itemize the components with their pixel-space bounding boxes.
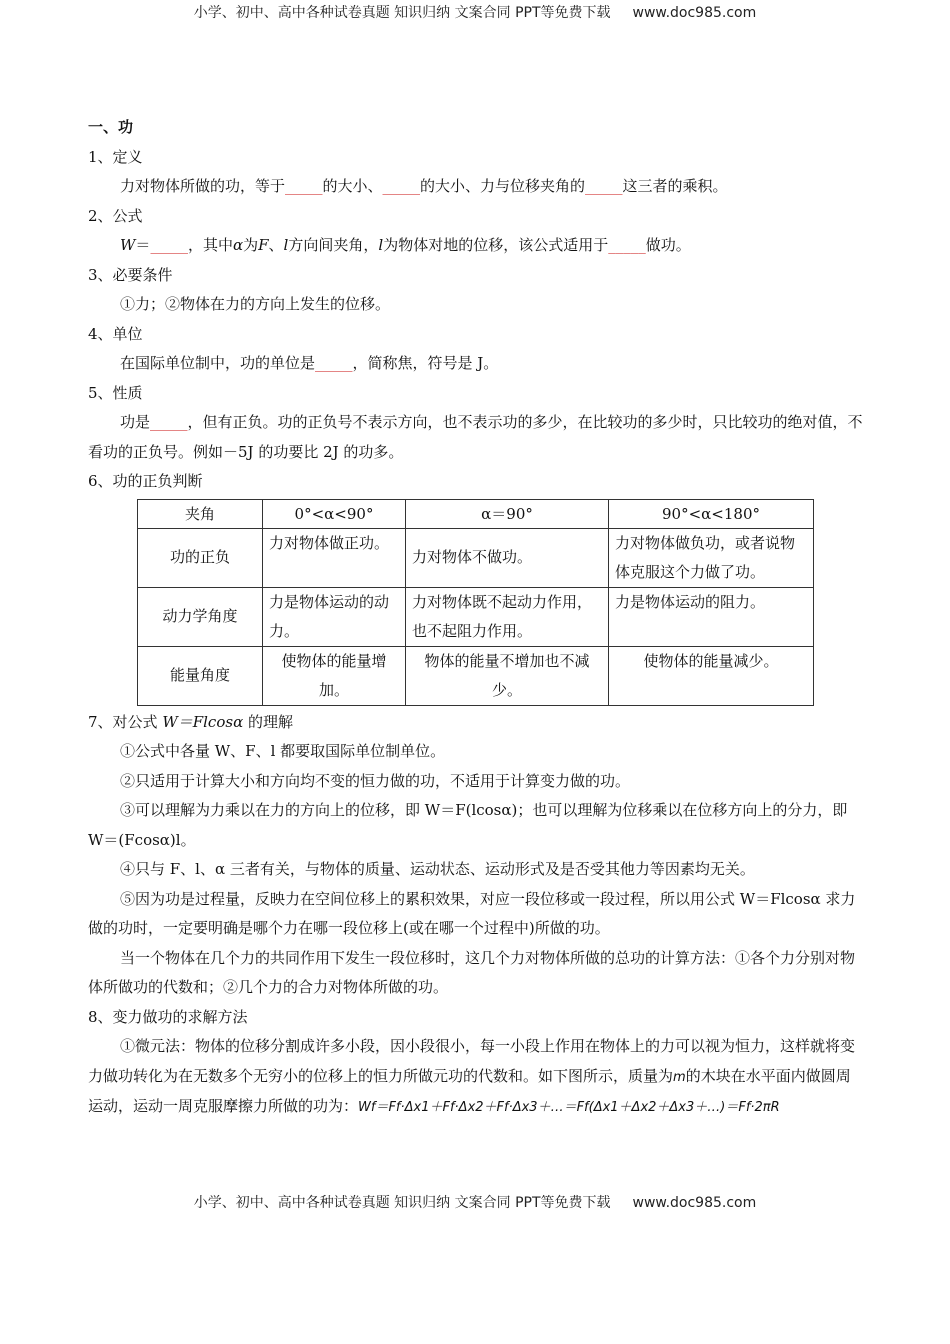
s6-title: 6、功的正负判断 xyxy=(88,472,203,490)
s7-title: 7、对公式 W＝Flcosα 的理解 xyxy=(88,712,293,731)
s7-item-1: ①公式中各量 W、F、l 都要取国际单位制单位。 xyxy=(120,742,446,760)
work-formula: Wf＝Ff·Δx1＋Ff·Δx2＋Ff·Δx3＋…＝Ff(Δx1＋Δx2＋Δx3＋…)＝Ff·2πR xyxy=(358,1100,780,1115)
page-footer xyxy=(0,1192,950,1212)
header-text: 小学、初中、高中各种试卷真题 知识归纳 文案合同 PPT等免费下载 xyxy=(193,5,611,21)
table-cell: 力对物体做正功。 xyxy=(263,528,406,587)
s4-text: 在国际单位制中，功的单位是_____，简称焦，符号是 J。 xyxy=(120,354,499,372)
s8-text: ①微元法：物体的位移分割成许多小段，因小段很小，每一小段上作用在物体上的力可以视为恒力，这样就将变力做功转化为在无数多个无穷小的位移上的恒力所做元功的代数和。如下图所示，质量为m的木块在水平面内做圆周运动，运动一周克服摩擦力所做的功为：Wf＝Ff·Δx1＋Ff·Δx2＋Ff·Δx3＋…＝Ff(Δx1＋Δx2＋Δx3＋…)＝Ff·2πR xyxy=(88,1037,856,1115)
s7-item-3: ③可以理解为力乘以在力的方向上的位移，即 W＝F(lcosα)；也可以理解为位移乘以在位移方向上的分力，即 W＝(Fcosα)l。 xyxy=(88,801,848,849)
table-row xyxy=(138,528,814,587)
table-header-cell: 90°<α<180° xyxy=(609,499,814,528)
s5-title: 5、性质 xyxy=(88,383,143,402)
table-cell: 力对物体不做功。 xyxy=(406,528,609,587)
s1-title: 1、定义 xyxy=(88,147,143,166)
s8-title: 8、变力做功的求解方法 xyxy=(88,1007,248,1026)
table-cell: 使物体的能量增加。 xyxy=(263,646,406,705)
s7-total-work: 当一个物体在几个力的共同作用下发生一段位移时，这几个力对物体所做的总功的计算方法：①各个力分别对物体所做功的代数和；②几个力的合力对物体所做的功。 xyxy=(88,948,856,996)
footer-url[interactable]: www.doc985.com xyxy=(632,1195,757,1211)
document-body xyxy=(88,112,864,1123)
fill-blank: _____ xyxy=(608,236,646,254)
s3-text: ①力；②物体在力的方向上发生的位移。 xyxy=(120,295,391,313)
table-row xyxy=(138,646,814,705)
s7-item-2: ②只适用于计算大小和方向均不变的恒力做的功，不适用于计算变力做的功。 xyxy=(120,771,631,790)
fill-blank: _____ xyxy=(285,177,323,195)
s2-text: W＝_____，其中α为F、l方向间夹角，l为物体对地的位移，该公式适用于_____做功。 xyxy=(120,236,691,254)
table-cell: 力是物体运动的阻力。 xyxy=(609,587,814,646)
table-cell: 使物体的能量减少。 xyxy=(609,646,814,705)
section-title: 一、功 xyxy=(88,118,134,136)
header-url[interactable]: www.doc985.com xyxy=(632,5,757,21)
table-header-cell: α＝90° xyxy=(406,499,609,528)
table-header-row xyxy=(138,499,814,528)
table-row xyxy=(138,587,814,646)
table-header-cell: 0°<α<90° xyxy=(263,499,406,528)
fill-blank: _____ xyxy=(150,413,188,431)
fill-blank: _____ xyxy=(315,354,353,372)
table-cell: 物体的能量不增加也不减少。 xyxy=(406,646,609,705)
table-header-cell: 夹角 xyxy=(138,499,263,528)
s7-item-5: ⑤因为功是过程量，反映力在空间位移上的累积效果，对应一段位移或一段过程，所以用公式 W＝Flcosα 求力做的功时，一定要明确是哪个力在哪一段位移上(或在哪一个过程中)所做的功。 xyxy=(88,889,856,937)
fill-blank: _____ xyxy=(150,236,188,254)
table-row-header: 功的正负 xyxy=(138,528,263,587)
work-sign-table xyxy=(137,499,814,706)
table-row-header: 能量角度 xyxy=(138,646,263,705)
table-cell: 力是物体运动的动力。 xyxy=(263,587,406,646)
table-cell: 力对物体做负功，或者说物体克服这个力做了功。 xyxy=(609,528,814,587)
s3-title: 3、必要条件 xyxy=(88,265,173,284)
s2-title: 2、公式 xyxy=(88,206,143,225)
fill-blank: _____ xyxy=(585,177,623,195)
table-row-header: 动力学角度 xyxy=(138,587,263,646)
s4-title: 4、单位 xyxy=(88,324,143,343)
s1-text: 力对物体所做的功，等于_____的大小、_____的大小、力与位移夹角的_____这三者的乘积。 xyxy=(120,177,728,195)
s5-text: 功是_____，但有正负。功的正负号不表示方向，也不表示功的多少，在比较功的多少时，只比较功的绝对值，不看功的正负号。例如－5J 的功要比 2J 的功多。 xyxy=(88,413,863,461)
table-cell: 力对物体既不起动力作用，也不起阻力作用。 xyxy=(406,587,609,646)
page-header xyxy=(0,2,950,22)
footer-text: 小学、初中、高中各种试卷真题 知识归纳 文案合同 PPT等免费下载 xyxy=(193,1195,611,1211)
fill-blank: _____ xyxy=(382,177,421,195)
s7-item-4: ④只与 F、l、α 三者有关，与物体的质量、运动状态、运动形式及是否受其他力等因素均无关。 xyxy=(120,860,755,878)
